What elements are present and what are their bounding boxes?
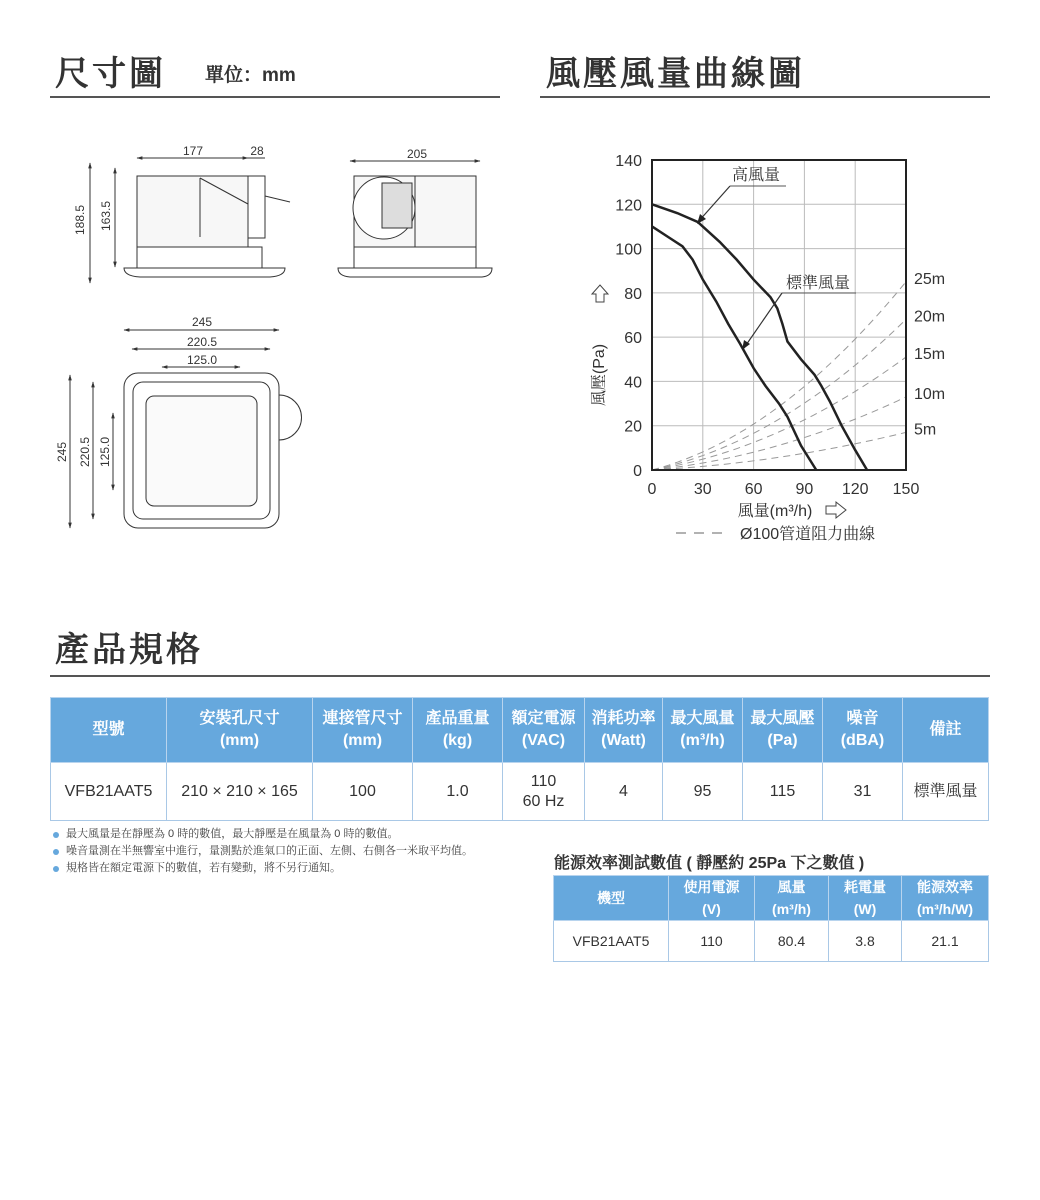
header-label: 備註 <box>929 721 962 738</box>
duct-resistance-curve <box>652 432 906 470</box>
column-header <box>829 876 902 921</box>
x-tick-label: 120 <box>841 481 869 498</box>
legend-label: Ø100管道阻力曲線 <box>740 526 876 543</box>
header-unit: (Pa) <box>767 732 798 749</box>
dim-188-5: 188.5 <box>73 204 87 236</box>
header-label: 最大風量 <box>670 710 735 727</box>
header-label: 額定電源 <box>511 710 576 727</box>
cell-max-pressure: 115 <box>743 763 823 821</box>
duct-resistance-curve <box>652 357 906 470</box>
x-axis-label: 風量(m³/h) <box>737 503 813 520</box>
pressure-airflow-chart <box>0 0 1040 560</box>
header-unit: (m³/h/W) <box>917 901 973 917</box>
y-tick-label: 60 <box>624 330 642 348</box>
y-tick-label: 100 <box>615 241 642 259</box>
series-label-high: 高風量 <box>731 167 781 184</box>
spec-table <box>50 697 989 821</box>
column-header <box>663 698 743 763</box>
x-tick-label: 90 <box>795 481 814 498</box>
column-header <box>823 698 903 763</box>
voltage: 110 <box>530 772 557 790</box>
dim-177: 177 <box>182 144 204 158</box>
x-tick-label: 0 <box>647 481 657 498</box>
cell-model: VFB21AAT5 <box>554 921 669 962</box>
y-tick-label: 80 <box>624 285 642 303</box>
column-header <box>902 876 989 921</box>
header-label: 機型 <box>597 890 625 906</box>
column-header <box>669 876 755 921</box>
cell-voltage: 110 <box>669 921 755 962</box>
dim-220-5: 220.5 <box>186 335 218 349</box>
cell-power-source <box>503 763 585 821</box>
header-unit: (kg) <box>442 732 473 749</box>
cell-max-airflow: 95 <box>663 763 743 821</box>
cell-model: VFB21AAT5 <box>51 763 167 821</box>
notes-list <box>50 826 473 877</box>
duct-curve-label: 10m <box>914 385 946 403</box>
dim-28: 28 <box>250 144 264 158</box>
column-header <box>413 698 503 763</box>
column-header <box>313 698 413 763</box>
dim-245-v: 245 <box>55 441 69 463</box>
cell-weight: 1.0 <box>413 763 503 821</box>
duct-resistance-curve <box>652 397 906 470</box>
header-label: 噪音 <box>846 710 879 727</box>
column-header <box>503 698 585 763</box>
column-header <box>903 698 989 763</box>
cell-consumption: 4 <box>585 763 663 821</box>
header-label: 型號 <box>92 721 125 738</box>
header-label: 耗電量 <box>844 879 886 895</box>
cell-efficiency: 21.1 <box>902 921 989 962</box>
dim-125-v: 125.0 <box>98 436 112 468</box>
frequency: 60 Hz <box>522 792 565 810</box>
column-header <box>743 698 823 763</box>
header-label: 安裝孔尺寸 <box>199 710 280 727</box>
dimensions-title: 尺寸圖 <box>55 55 166 93</box>
x-tick-label: 60 <box>744 481 763 498</box>
arrow-up-icon <box>592 285 608 302</box>
curve-title: 風壓風量曲線圖 <box>546 55 805 93</box>
header-unit: (m³/h) <box>680 732 725 749</box>
header-unit: (mm) <box>342 732 383 749</box>
cell-remark: 標準風量 <box>903 763 989 821</box>
dim-245: 245 <box>191 315 213 329</box>
duct-curve-label: 25m <box>914 270 946 288</box>
y-tick-label: 40 <box>624 374 642 392</box>
dim-205: 205 <box>406 147 428 161</box>
x-tick-label: 30 <box>693 481 712 498</box>
dim-125: 125.0 <box>186 353 218 367</box>
header-label: 使用電源 <box>683 879 740 895</box>
header-label: 風量 <box>777 879 806 895</box>
header-label: 產品重量 <box>425 710 490 727</box>
cell-hole-size: 210 × 210 × 165 <box>167 763 313 821</box>
note: 規格皆在額定電源下的數值，若有變動，將不另行通知。 <box>50 860 473 877</box>
arrow-right-icon <box>826 502 846 518</box>
header-label: 連接管尺寸 <box>322 710 403 727</box>
x-tick-label: 150 <box>892 481 920 498</box>
table-row <box>51 763 989 821</box>
arrow-line <box>744 293 782 348</box>
y-tick-label: 20 <box>624 418 642 436</box>
header-unit: (VAC) <box>521 732 566 749</box>
unit-label: 單位：mm <box>205 65 296 86</box>
dim-220-5-v: 220.5 <box>78 436 92 468</box>
column-header <box>585 698 663 763</box>
y-tick-label: 140 <box>615 153 642 170</box>
divider <box>50 675 990 677</box>
header-label: 能源效率 <box>917 879 973 895</box>
cell-airflow: 80.4 <box>755 921 829 962</box>
series-label-standard: 標準風量 <box>785 275 851 292</box>
dim-163-5: 163.5 <box>99 200 113 232</box>
column-header <box>554 876 669 921</box>
duct-curve-label: 5m <box>914 421 937 439</box>
header-label: 消耗功率 <box>591 710 656 727</box>
header-unit: (V) <box>702 901 721 917</box>
header-unit: (Watt) <box>601 732 646 749</box>
duct-resistance-curve <box>652 319 906 470</box>
header-unit: (m³/h) <box>772 901 811 917</box>
specs-title: 產品規格 <box>55 631 203 669</box>
arrow-head-icon <box>697 214 706 224</box>
header-unit: (mm) <box>219 732 260 749</box>
y-tick-label: 0 <box>633 463 642 480</box>
note: 最大風量是在靜壓為 0 時的數值，最大靜壓是在風量為 0 時的數值。 <box>50 826 473 843</box>
y-tick-label: 120 <box>615 197 642 215</box>
header-unit: (dBA) <box>840 732 885 749</box>
table-row <box>554 921 989 962</box>
cell-power: 3.8 <box>829 921 902 962</box>
cell-duct: 100 <box>313 763 413 821</box>
duct-curve-label: 15m <box>914 346 946 364</box>
duct-curve-label: 20m <box>914 308 946 326</box>
column-header <box>755 876 829 921</box>
column-header <box>167 698 313 763</box>
y-axis-label: 風壓(Pa) <box>591 343 608 407</box>
cell-noise: 31 <box>823 763 903 821</box>
column-header <box>51 698 167 763</box>
header-label: 最大風壓 <box>750 710 815 727</box>
header-unit: (W) <box>853 901 877 917</box>
efficiency-title: 能源效率測試數值 ( 靜壓約 25Pa 下之數值 ) <box>554 855 865 872</box>
note: 噪音量測在半無響室中進行，量測點於進氣口的正面、左側、右側各一米取平均值。 <box>50 843 473 860</box>
efficiency-table <box>553 875 989 962</box>
